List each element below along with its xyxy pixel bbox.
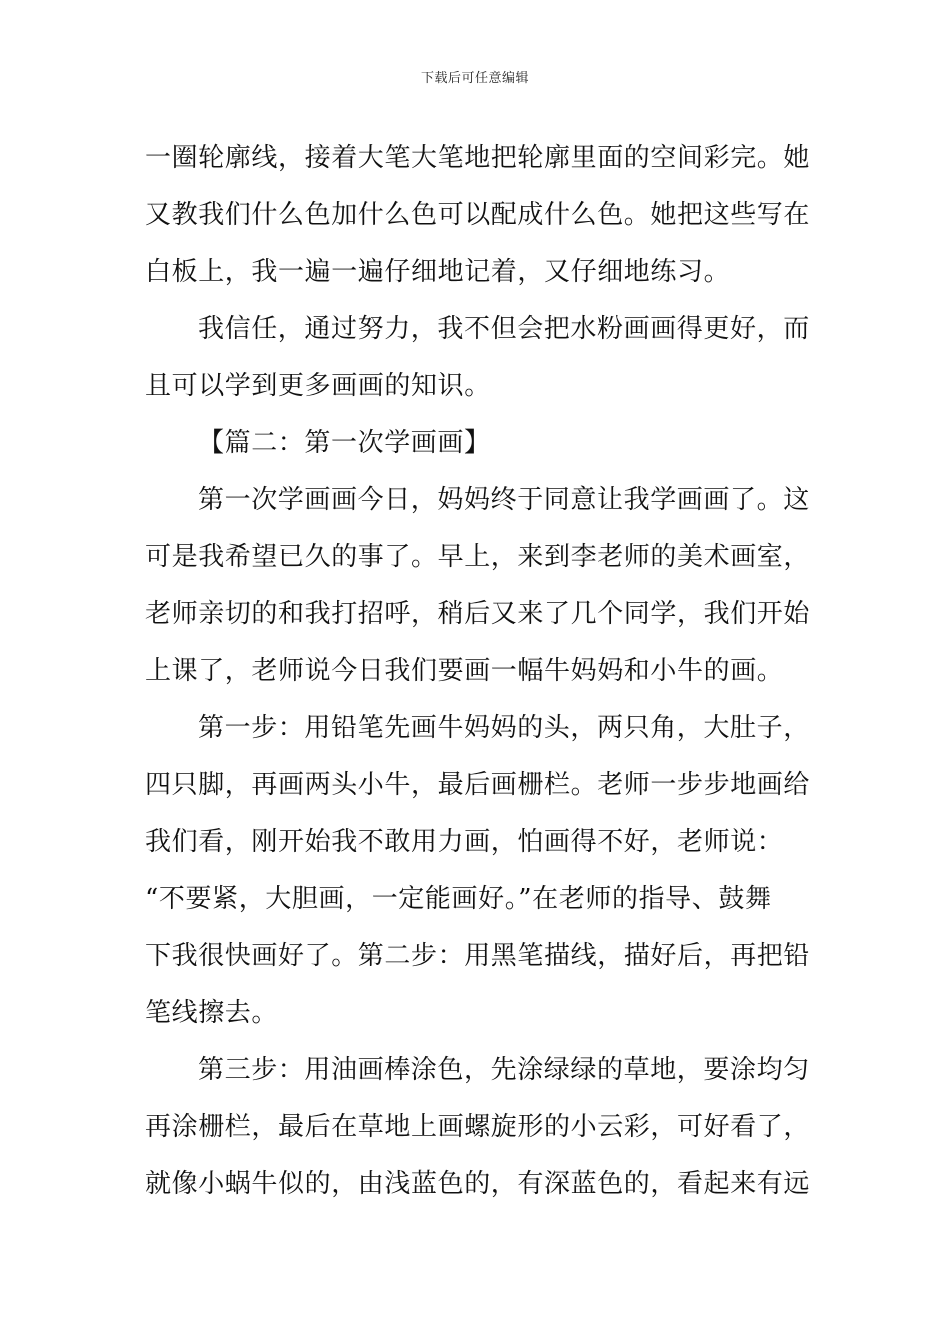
text-line: 老师亲切的和我打招呼，稍后又来了几个同学，我们开始: [145, 599, 811, 629]
text-line: 第三步：用油画棒涂色，先涂绿绿的草地，要涂均匀: [198, 1055, 810, 1085]
text-line: 我信任，通过努力，我不但会把水粉画画得更好，而: [198, 314, 810, 344]
text-line: 笔线擦去。: [145, 998, 279, 1028]
text-line: 再涂栅栏，最后在草地上画螺旋形的小云彩，可好看了，: [145, 1112, 811, 1142]
text-line: 可是我希望已久的事了。早上，来到李老师的美术画室，: [145, 542, 811, 572]
text-line: 白板上，我一遍一遍仔细地记着，又仔细地练习。: [145, 257, 731, 287]
text-line: 我们看，刚开始我不敢用力画，怕画得不好，老师说：: [145, 827, 784, 857]
text-line: 上课了，老师说今日我们要画一幅牛妈妈和小牛的画。: [145, 656, 784, 686]
text-line: “不要紧，大胆画，一定能画好。”在老师的指导、鼓舞: [145, 884, 772, 914]
text-line: 就像小蜗牛似的，由浅蓝色的，有深蓝色的，看起来有远: [145, 1169, 811, 1199]
text-line: 【篇二：第一次学画画】: [198, 428, 491, 458]
page-header: 下载后可任意编辑: [420, 71, 529, 86]
text-line: 且可以学到更多画画的知识。: [145, 371, 491, 401]
text-line: 第一步：用铅笔先画牛妈妈的头，两只角，大肚子，: [198, 713, 810, 743]
text-line: 一圈轮廓线，接着大笔大笔地把轮廓里面的空间彩完。她: [145, 143, 811, 173]
text-line: 又教我们什么色加什么色可以配成什么色。她把这些写在: [145, 200, 811, 230]
text-line: 第一次学画画今日，妈妈终于同意让我学画画了。这: [198, 485, 810, 515]
document-body: [145, 130, 810, 1213]
text-line: 四只脚，再画两头小牛，最后画栅栏。老师一步步地画给: [145, 770, 811, 800]
text-line: 下我很快画好了。第二步：用黑笔描线，描好后，再把铅: [145, 941, 811, 971]
